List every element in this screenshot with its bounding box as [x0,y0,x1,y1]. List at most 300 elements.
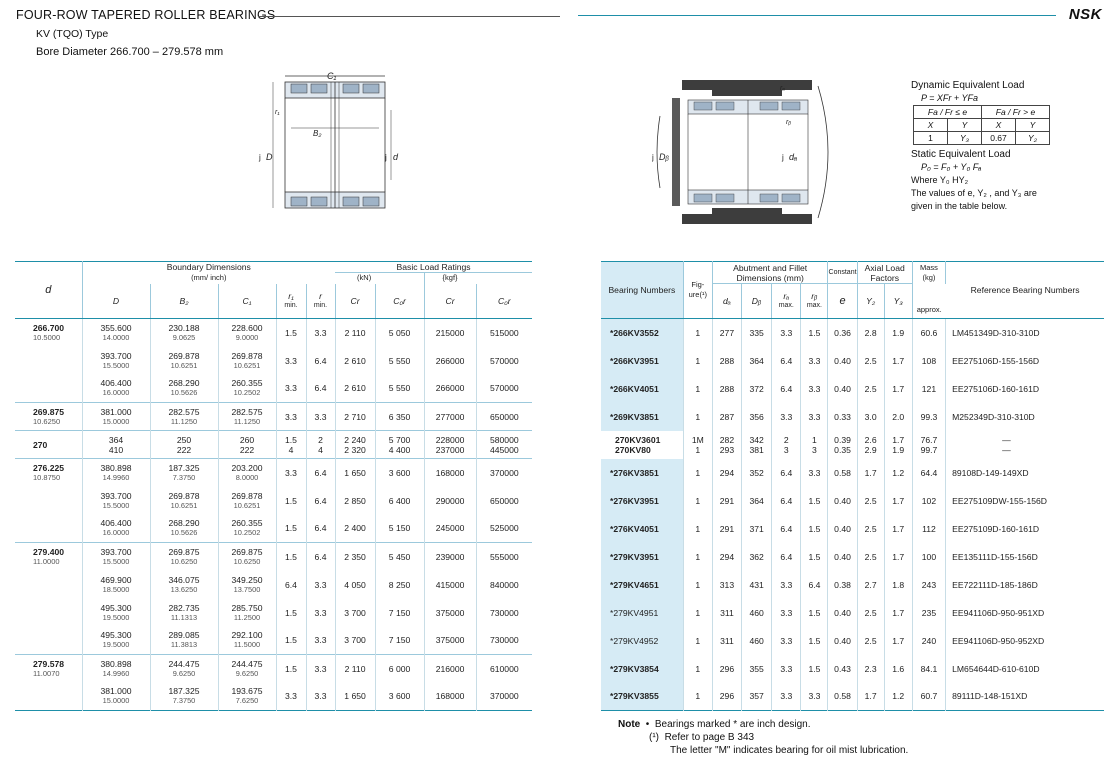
load-C0r-kgf-value: 730000 [489,635,519,646]
width-B2-value: 268.290 [168,518,200,529]
abut-da-value: 294 [719,467,735,478]
boundary-group-header: Boundary Dimensions [166,262,251,273]
factor-Y2-value: 2.5 [864,355,877,366]
factor-Y3-value: 1.8 [892,579,905,590]
fillet-ra [772,319,801,347]
constant-e-value: 0.38 [834,579,851,590]
constant-e-value: 0.40 [834,383,851,394]
load-C0r-kgf-value: 370000 [489,691,519,702]
load-Cr-value: 2 240 [344,434,366,445]
bearing-number [601,403,683,431]
static-load-where: Where Y₀ HY₂ [911,175,969,185]
condition-1: Fa / Fr ≤ e [914,106,982,119]
constant-e [828,431,857,459]
bearing-number [601,431,683,459]
col-mass-approx: approx. [912,284,945,319]
load-C0r-value: 3 600 [388,691,411,702]
load-Cr [335,459,375,487]
width-B2-value: 269.875 [168,546,200,557]
abut-da-value: 287 [719,411,735,422]
figure-value: 1 [695,663,701,674]
outer-D-value: 393.700 [100,350,132,361]
outer-D [82,375,150,403]
load-Cr-value: 4 050 [344,579,366,590]
factor-Y2 [857,683,884,711]
max-label: max. [806,302,822,309]
fillet-ra-value: 6.4 [780,523,793,534]
width-B2 [150,459,218,487]
factor-Y3 [884,599,912,627]
fillet-rb-value: 1.5 [808,607,821,618]
factor-Y2-value: 2.7 [864,579,877,590]
col-mass-unit: (kg) [922,272,936,282]
load-Cr-kgf [424,599,476,627]
reference-number-value: EE275106D-160-161D [952,383,1040,394]
note-label: Note [618,719,641,730]
chamfer-r1 [276,403,306,431]
col-figure-note: ure(¹) [688,290,707,299]
factor-Y2-value: 2.8 [864,327,877,338]
fillet-rb [801,571,828,599]
factor-Y2-sub: 2.9 [864,444,877,455]
width-C1 [218,347,276,375]
outer-D-value: 406.400 [100,378,132,389]
load-C0r [375,375,424,403]
mass [912,319,945,347]
bearing-type: KV (TQO) Type [36,28,109,40]
chamfer-r1-value: 3.3 [285,383,297,394]
abut-Db-sub: 381 [749,444,764,455]
constant-e-value: 0.43 [834,663,851,674]
note-ref-num: (¹) [649,732,659,743]
load-C0r [375,459,424,487]
load-Cr-value: 3 700 [344,635,366,646]
chamfer-r-sub: 4 [318,444,323,455]
abut-da [712,487,741,515]
width-B2 [150,655,218,683]
outer-D-value: 469.900 [100,574,132,585]
bore-d-sub: 11.0070 [33,668,60,678]
width-B2-value: 269.878 [168,350,200,361]
figure [683,487,712,515]
col-bearing-numbers: Bearing Numbers [601,262,683,319]
width-C1 [218,655,276,683]
load-Cr [335,319,375,347]
fillet-ra-value: 3.3 [780,691,793,702]
dynamic-load-title: Dynamic Equivalent Load [911,80,1025,91]
abut-da [712,431,741,459]
fillet-ra-value: 3.3 [780,327,793,338]
load-C0r-value: 7 150 [388,635,411,646]
table-row [601,655,1104,683]
load-Cr-value: 2 350 [344,551,366,562]
load-C0r [375,431,424,459]
values-note-1: The values of e, Y₂ , and Y₃ are [911,188,1037,198]
width-B2 [150,599,218,627]
abut-Db-value: 364 [749,495,764,506]
width-C1-value: 292.100 [231,630,263,641]
kgf-unit: {kgf} [442,273,458,283]
load-Cr-kgf-value: 266000 [435,355,465,366]
load-C0r-value: 5 150 [388,523,411,534]
chamfer-r [306,319,335,347]
abut-da [712,655,741,683]
bearing-number [601,487,683,515]
factor-Y3-value: 1.7 [892,434,905,445]
header-rule-right [578,15,1056,16]
constant-e [828,347,857,375]
bore-d [15,375,82,403]
constant-e-value: 0.36 [834,327,851,338]
factor-value: 1 [914,132,948,145]
outer-D-value: 495.300 [100,602,132,613]
col-C0r: C₀r [375,284,424,319]
table-row [15,431,532,459]
width-C1 [218,487,276,515]
abut-da-value: 313 [719,579,735,590]
factor-Y2-value: 2.5 [864,635,877,646]
outer-D-value: 380.898 [100,462,132,473]
abut-da-value: 311 [720,607,734,618]
load-C0r-kgf [476,515,532,543]
abut-Db-value: 352 [749,467,764,478]
reference-number-value: LM451349D-310-310D [952,327,1040,338]
load-Cr-kgf-value: 239000 [435,551,465,562]
width-C1-sub: 10.6250 [233,556,261,566]
outer-D-value: 381.000 [100,686,132,697]
width-C1-sub: 222 [239,444,255,455]
load-C0r-kgf-sub: 445000 [489,444,519,455]
fillet-ra-value: 6.4 [780,467,793,478]
factor-Y3 [884,655,912,683]
load-C0r-value: 6 400 [388,495,411,506]
fillet-ra-value: 3.3 [780,579,793,590]
chamfer-r1-value: 1.5 [285,663,297,674]
bearing-number-value: *269KV3851 [610,411,659,422]
width-B2-value: 230.188 [168,322,200,333]
factor-Y2 [857,459,884,487]
width-B2-sub: 10.6250 [170,556,198,566]
reference-number-value: EE941106D-950-951XD [952,607,1045,618]
mass [912,459,945,487]
bore-d-sub: 10.5000 [33,332,61,342]
load-C0r-kgf [476,347,532,375]
abut-Db [742,599,772,627]
fillet-rb [801,375,828,403]
load-Cr-value: 3 700 [344,607,366,618]
table-row [601,543,1104,571]
factor-Y2 [857,375,884,403]
col-B2: B₂ [150,284,218,319]
factor-Y2 [857,515,884,543]
width-B2 [150,515,218,543]
load-Cr-kgf [424,627,476,655]
fillet-rb-value: 1.5 [808,635,821,646]
width-C1-sub: 7.6250 [235,696,259,706]
constant-e-value: 0.40 [834,523,851,534]
table-row [601,487,1104,515]
chamfer-r [306,375,335,403]
bearing-number-value: *279KV4951 [610,607,659,618]
figure [683,599,712,627]
bore-diameter-range: Bore Diameter 266.700 – 279.578 mm [36,46,224,58]
outer-D-sub: 16.0000 [102,388,130,398]
load-Cr-value: 2 610 [344,383,366,394]
bearing-number-value: *279KV3854 [610,663,659,674]
width-B2-value: 268.290 [168,378,200,389]
table-row [15,683,532,711]
load-Cr-kgf [424,683,476,711]
mass-value: 243 [921,579,937,590]
r1-label: r₁ [275,109,280,116]
load-C0r-kgf [476,319,532,347]
load-Cr-kgf [424,571,476,599]
load-C0r-kgf [476,431,532,459]
width-C1-sub: 10.6251 [233,500,261,510]
dynamic-load-formula: P = XFr + YFa [921,93,979,103]
load-Cr-kgf-value: 228000 [435,434,465,445]
fillet-rb-value: 3.3 [808,691,821,702]
width-B2-sub: 11.3813 [170,640,198,650]
outer-D [82,543,150,571]
factor-Y2 [857,655,884,683]
abut-da-sub: 293 [719,444,735,455]
col-e: e [828,284,857,319]
outer-D-value: 381.000 [100,406,132,417]
outer-D-sub: 14.9960 [102,668,130,678]
x-header: X [982,119,1016,132]
bore-d [15,599,82,627]
fillet-rb [801,543,828,571]
outer-D-value: 380.898 [100,658,132,669]
bearing-number-value: *279KV3951 [610,551,659,562]
abut-da [712,627,741,655]
figure [683,515,712,543]
bore-d-value: 269.875 [33,406,65,417]
factor-Y2-value: 2.5 [864,523,877,534]
abut-Db [742,627,772,655]
abut-Db-value: 356 [749,411,764,422]
abut-Db [742,543,772,571]
width-B2-value: 250 [176,434,192,445]
width-B2 [150,627,218,655]
width-C1 [218,403,276,431]
fillet-rb [801,319,828,347]
outer-D [82,599,150,627]
factor-Y2 [857,543,884,571]
figure [683,655,712,683]
fillet-ra-value: 6.4 [780,495,793,506]
figure-value: 1 [695,327,701,338]
outer-D-value: 364 [108,434,124,445]
bore-d [15,487,82,515]
bearing-table-body [601,319,1104,711]
load-C0r-kgf [476,375,532,403]
abutment-group-header: Abutment and Fillet [733,262,808,273]
mass [912,571,945,599]
reference-number [946,487,1104,515]
bore-d-value: 279.400 [33,546,65,557]
reference-number-value: EE275109D-160-161D [952,523,1040,534]
bearing-number-value: *279KV4952 [610,635,659,646]
mass-value: 76.7 [920,434,938,445]
header-rule-left [258,16,560,17]
fillet-ra [772,655,801,683]
constant-e-value: 0.40 [834,551,851,562]
figure-value: 1 [695,411,701,422]
load-Cr [335,543,375,571]
kn-unit: (kN) [335,273,424,284]
abut-Db-value: 362 [749,551,764,562]
outer-D-sub: 15.5000 [102,360,130,370]
bore-d [15,543,82,571]
constant-e [828,599,857,627]
width-C1-sub: 11.1250 [233,416,261,426]
bore-d [15,459,82,487]
bearing-number [601,319,683,347]
mass-value: 99.3 [920,411,938,422]
factor-Y2-value: 2.5 [864,607,877,618]
min-label: min. [313,301,328,309]
mass-value: 240 [921,635,937,646]
fillet-rb [801,487,828,515]
mass [912,375,945,403]
width-B2-value: 289.085 [168,630,200,641]
load-C0r [375,319,424,347]
load-Cr-kgf [424,655,476,683]
outer-D [82,515,150,543]
bearing-number-value: *276KV4051 [610,523,659,534]
factor-Y3 [884,347,912,375]
outer-D-sub: 15.5000 [102,556,130,566]
load-C0r-kgf-value: 840000 [489,579,519,590]
factor-Y3 [884,543,912,571]
width-C1 [218,683,276,711]
table-row [601,459,1104,487]
abut-da [712,543,741,571]
static-load-formula: P₀ = F₀ + Y₀ Fₐ [921,162,982,172]
abut-da [712,571,741,599]
factor-value: Y₂ [1016,132,1050,145]
factor-value: 0.67 [982,132,1016,145]
chamfer-r1-value: 1.5 [285,523,297,534]
phi-label-da: j [782,153,784,162]
width-B2 [150,403,218,431]
b2-label: B₂ [313,129,322,138]
outer-D-value: 495.300 [100,630,132,641]
reference-number-value: — [1002,434,1011,445]
width-B2-value: 346.075 [168,574,200,585]
fillet-ra [772,543,801,571]
table-row [15,571,532,599]
width-B2-value: 244.475 [168,658,200,669]
abut-da-value: 296 [719,691,735,702]
width-C1-value: 285.750 [231,602,263,613]
table-row [15,319,532,347]
abut-Db [742,487,772,515]
bearing-number-value: *279KV3855 [610,691,659,702]
bore-d [15,319,82,347]
constant-e-value: 0.58 [834,467,851,478]
load-C0r-kgf-value: 610000 [489,663,519,674]
chamfer-r [306,683,335,711]
abut-da [712,515,741,543]
load-factor-table [913,105,1050,145]
abut-da-value: 282 [719,434,735,445]
abut-Db-value: 372 [749,383,764,394]
figure-value: 1 [695,467,701,478]
page-title: FOUR-ROW TAPERED ROLLER BEARINGS [16,8,276,22]
fillet-ra [772,459,801,487]
reference-number-value: EE135111D-155-156D [952,551,1038,562]
outer-D-sub: 14.0000 [102,332,130,342]
factor-Y3-value: 1.7 [892,523,905,534]
factor-Y2 [857,487,884,515]
mass-value: 121 [921,383,937,394]
constant-e-value: 0.39 [834,434,851,445]
constant-e [828,627,857,655]
col-figure: Fig- [691,280,705,289]
phi-label-outer: j [259,153,261,162]
factor-Y3-value: 1.7 [892,355,905,366]
load-Cr [335,487,375,515]
chamfer-r-value: 3.3 [314,411,327,422]
bearing-number-value: *279KV4651 [610,579,659,590]
factor-Y2-value: 2.5 [864,551,877,562]
chamfer-r1 [276,627,306,655]
load-C0r-kgf [476,655,532,683]
fillet-rb-value: 1.5 [808,551,821,562]
min-label: min. [284,301,298,309]
abut-da [712,683,741,711]
constant-e-sub: 0.35 [834,444,851,455]
col-Y3: Y₃ [884,284,912,319]
axial-group-sub: Factors [870,272,900,283]
mass-value: 235 [921,607,937,618]
chamfer-r1 [276,319,306,347]
fillet-ra-value: 3.3 [780,663,793,674]
bore-d [15,347,82,375]
abut-da-value: 296 [719,663,735,674]
load-C0r-kgf-value: 730000 [489,607,519,618]
factor-Y3-value: 1.7 [892,495,905,506]
abut-Db-value: 460 [749,635,764,646]
load-Cr-kgf [424,543,476,571]
bearing-number-value: *266KV4051 [610,383,659,394]
width-B2-value: 282.575 [168,406,200,417]
fillet-ra [772,627,801,655]
chamfer-r1 [276,515,306,543]
factor-Y3 [884,431,912,459]
table-row [15,487,532,515]
load-Cr [335,431,375,459]
width-B2-sub: 7.3750 [172,472,196,482]
table-row [15,627,532,655]
bore-d-value: 276.225 [33,462,65,473]
fillet-ra-value: 3.3 [780,411,793,422]
load-Cr-kgf [424,375,476,403]
factor-Y3 [884,683,912,711]
outer-D-sub: 410 [108,444,124,455]
fillet-rb [801,655,828,683]
factor-Y2-value: 2.3 [864,663,877,674]
boundary-dimensions-table [15,261,532,711]
reference-number [946,655,1104,683]
load-Cr-kgf-value: 375000 [435,635,465,646]
mass-value: 64.4 [920,467,938,478]
table-row [601,431,1104,459]
reference-number [946,543,1104,571]
